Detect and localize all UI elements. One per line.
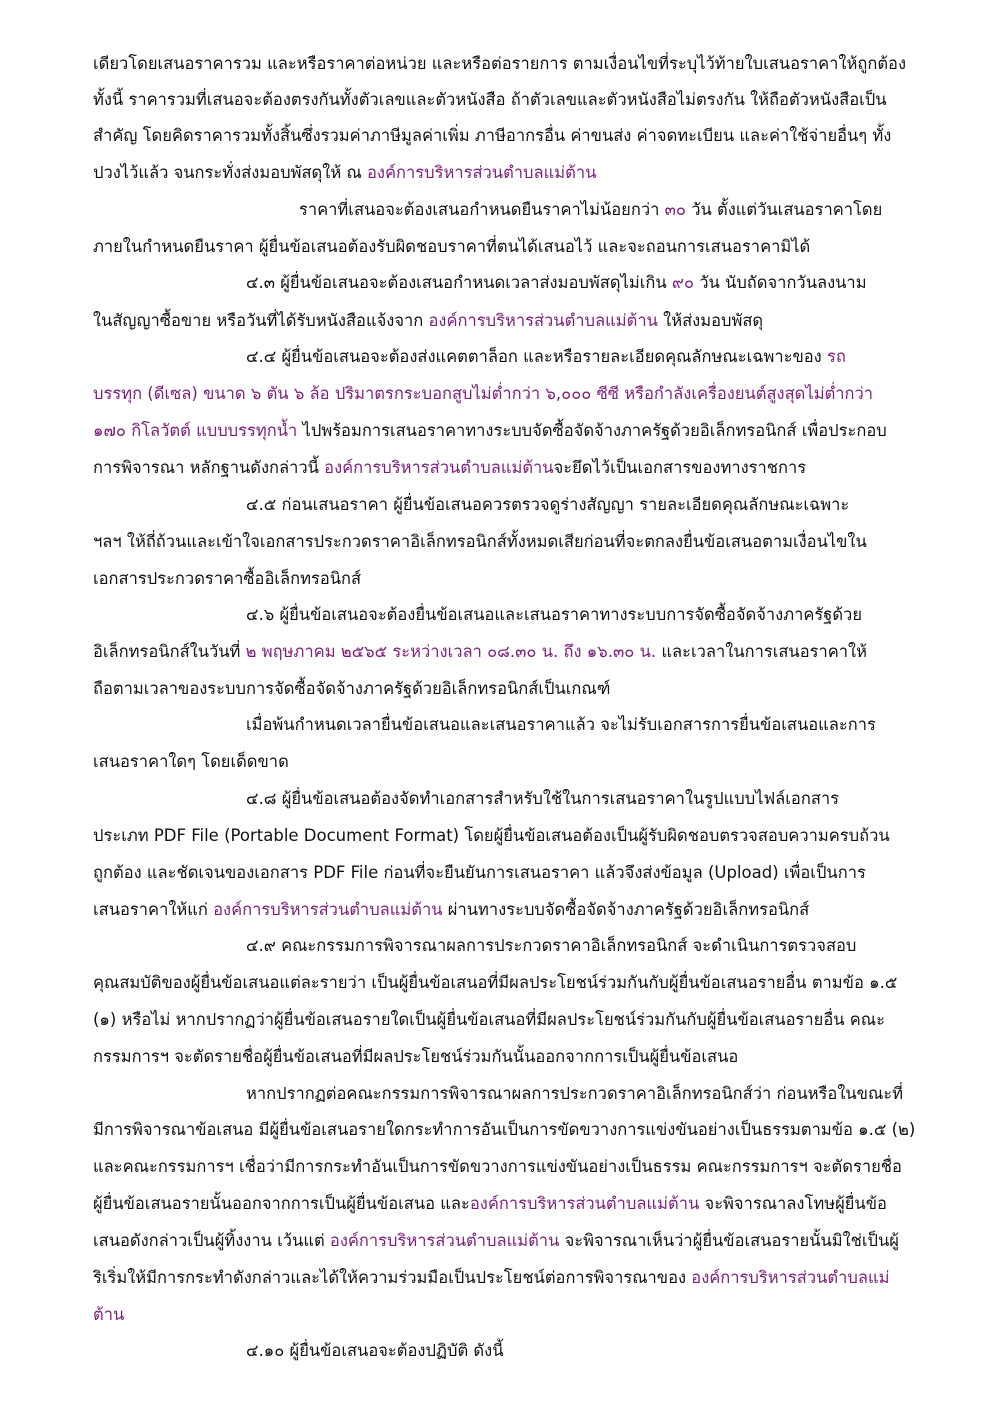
body-text: กรรมการฯ จะตัดรายชื่อผู้ยื่นข้อเสนอที่มีผลประโยชน์ร่วมกันนั้นออกจากการเป็นผู้ยื่นข้อเสนอ	[93, 1047, 739, 1066]
body-text: เมื่อพ้นกำหนดเวลายื่นข้อเสนอและเสนอราคาแล้ว จะไม่รับเอกสารการยื่นข้อเสนอและการ	[246, 715, 876, 734]
body-text: เอกสารประกวดราคาซื้ออิเล็กทรอนิกส์	[93, 569, 362, 588]
text-line	[93, 1189, 887, 1219]
body-text: ๔.๑๐ ผู้ยื่นข้อเสนอจะต้องปฏิบัติ ดังนี้	[246, 1341, 504, 1360]
highlighted-text: ๓๐	[664, 200, 686, 219]
text-line	[93, 674, 610, 704]
highlighted-text: รถ	[826, 347, 846, 366]
text-line	[93, 306, 763, 336]
highlighted-text: องค์การบริหารส่วนตำบลแม่	[691, 1268, 890, 1287]
body-text: ๔.๕ ก่อนเสนอราคา ผู้ยื่นข้อเสนอควรตรวจดูร่างสัญญา รายละเอียดคุณลักษณะเฉพาะ	[246, 495, 850, 514]
text-line	[93, 379, 873, 409]
body-text: ให้ส่งมอบพัสดุ	[657, 311, 764, 330]
text-line	[93, 121, 891, 151]
highlighted-text: ๙๐	[671, 273, 695, 292]
text-line	[246, 784, 839, 814]
highlighted-text: องค์การบริหารส่วนตำบลแม่ต้าน	[213, 900, 443, 919]
text-line	[246, 1336, 503, 1366]
text-line	[93, 453, 806, 483]
highlighted-text: บรรทุก (ดีเซล) ขนาด ๖ ตัน ๖ ล้อ ปริมาตรกระบอกสูบไม่ต่ำกว่า ๖,๐๐๐ ซีซี หรือกำลังเครื่องยนต์สูงสุดไม่ต่ำกว่า	[93, 384, 874, 403]
text-line	[93, 564, 361, 594]
text-line	[93, 968, 897, 998]
text-line	[246, 490, 849, 520]
body-text: ถูกต้อง และชัดเจนของเอกสาร PDF File ก่อนที่จะยืนยันการเสนอราคา แล้วจึงส่งข้อมูล (Upload) เพื่อเป็นการ	[93, 863, 866, 882]
text-line	[93, 1263, 889, 1293]
body-text: และเวลาในการเสนอราคาให้	[656, 642, 867, 661]
body-text: มีการพิจารณาข้อเสนอ มีผู้ยื่นข้อเสนอรายใดกระทำการอันเป็นการขัดขวางการแข่งขันอย่างเป็นธรรมตามข้อ ๑.๕ (๒)	[93, 1120, 916, 1139]
body-text: ทั้งนี้ ราคารวมที่เสนอจะต้องตรงกันทั้งตัวเลขและตัวหนังสือ ถ้าตัวเลขและตัวหนังสือไม่ตรงกัน ให้ถือตัวหนังสือเป็น	[93, 90, 887, 109]
text-line	[93, 49, 906, 79]
body-text: ๔.๓ ผู้ยื่นข้อเสนอจะต้องเสนอกำหนดเวลาส่งมอบพัสดุไม่เกิน	[246, 273, 672, 292]
highlighted-text: องค์การบริหารส่วนตำบลแม่ต้าน	[367, 163, 597, 182]
body-text: จะพิจารณาเห็นว่าผู้ยื่นข้อเสนอรายนั้นมิใช่เป็นผู้	[559, 1231, 899, 1250]
highlighted-text: องค์การบริหารส่วนตำบลแม่ต้าน	[428, 311, 658, 330]
body-text: และคณะกรรมการฯ เชื่อว่ามีการกระทำอันเป็นการขัดขวางการแข่งขันอย่างเป็นธรรม คณะกรรมการฯ จะตัดรายชื่อ	[93, 1157, 902, 1176]
highlighted-text: ๒ พฤษภาคม ๒๕๖๕ ระหว่างเวลา ๐๘.๓๐ น. ถึง ๑๖.๓๐ น.	[245, 642, 657, 661]
body-text: ในสัญญาซื้อขาย หรือวันที่ได้รับหนังสือแจ้งจาก	[93, 311, 429, 330]
body-text: ถือตามเวลาของระบบการจัดซื้อจัดจ้างภาครัฐด้วยอิเล็กทรอนิกส์เป็นเกณฑ์	[93, 679, 611, 698]
body-text: ริเริ่มให้มีการกระทำดังกล่าวและได้ให้ความร่วมมือเป็นประโยชน์ต่อการพิจารณาของ	[93, 1268, 692, 1287]
body-text: การพิจารณา หลักฐานดังกล่าวนี้	[93, 458, 325, 477]
body-text: ๔.๖ ผู้ยื่นข้อเสนอจะต้องยื่นข้อเสนอและเสนอราคาทางระบบการจัดซื้อจัดจ้างภาครัฐด้วย	[246, 605, 862, 624]
body-text: ๔.๙ คณะกรรมการพิจารณาผลการประกวดราคาอิเล็กทรอนิกส์ จะดำเนินการตรวจสอบ	[246, 936, 857, 955]
body-text: ผู้ยื่นข้อเสนอรายนั้นออกจากการเป็นผู้ยื่นข้อเสนอ และ	[93, 1194, 470, 1213]
text-line	[93, 1300, 124, 1330]
highlighted-text: องค์การบริหารส่วนตำบลแม่ต้าน	[324, 458, 554, 477]
text-line	[93, 158, 596, 188]
text-line	[246, 1079, 903, 1109]
text-line	[246, 268, 867, 298]
text-line	[93, 858, 866, 888]
text-line	[93, 1226, 899, 1256]
body-text: สำคัญ โดยคิดราคารวมทั้งสิ้นซึ่งรวมค่าภาษีมูลค่าเพิ่ม ภาษีอากรอื่น ค่าขนส่ง ค่าจดทะเบียน และค่าใช้จ่ายอื่นๆ ทั้ง	[93, 126, 892, 145]
body-text: เสนอราคาใดๆ โดยเด็ดขาด	[93, 752, 289, 771]
body-text: (๑) หรือไม่ หากปรากฏว่าผู้ยื่นข้อเสนอรายใดเป็นผู้ยื่นข้อเสนอที่มีผลประโยชน์ร่วมกันกับผู้ยื่นข้อเสนอรายอื่น คณะ	[93, 1010, 885, 1029]
highlighted-text: ต้าน	[93, 1305, 125, 1324]
text-line	[299, 195, 882, 225]
highlighted-text: องค์การบริหารส่วนตำบลแม่ต้าน	[469, 1194, 700, 1213]
body-text: วัน ตั้งแต่วันเสนอราคาโดย	[685, 200, 883, 219]
body-text: เสนอดังกล่าวเป็นผู้ทิ้งงาน เว้นแต่	[93, 1231, 330, 1250]
body-text: อิเล็กทรอนิกส์ในวันที่	[93, 642, 246, 661]
body-text: ๔.๘ ผู้ยื่นข้อเสนอต้องจัดทำเอกสารสำหรับใช้ในการเสนอราคาในรูปแบบไฟล์เอกสาร	[246, 789, 840, 808]
highlighted-text: ๑๗๐ กิโลวัตต์ แบบบรรทุกน้ำ	[93, 421, 298, 440]
body-text: เสนอราคาให้แก่	[93, 900, 214, 919]
body-text: จะยึดไว้เป็นเอกสารของทางราชการ	[553, 458, 807, 477]
text-line	[93, 85, 887, 115]
text-line	[93, 821, 890, 851]
body-text: ฯลฯ ให้ถี่ถ้วนและเข้าใจเอกสารประกวดราคาอิเล็กทรอนิกส์ทั้งหมดเสียก่อนที่จะตกลงยื่นข้อเสนอตามเงื่อนไขใน	[93, 532, 867, 551]
text-line	[246, 342, 846, 372]
text-line	[246, 600, 862, 630]
text-line	[93, 416, 887, 446]
body-text: จะพิจารณาลงโทษผู้ยื่นข้อ	[699, 1194, 887, 1213]
text-line	[246, 710, 876, 740]
text-line	[93, 747, 289, 777]
body-text: ราคาที่เสนอจะต้องเสนอกำหนดยืนราคาไม่น้อยกว่า	[299, 200, 665, 219]
body-text: ผ่านทางระบบจัดซื้อจัดจ้างภาครัฐด้วยอิเล็กทรอนิกส์	[442, 900, 810, 919]
text-line	[93, 1152, 902, 1182]
body-text: เดียวโดยเสนอราคารวม และหรือราคาต่อหน่วย และหรือต่อรายการ ตามเงื่อนไขที่ระบุไว้ท้ายใบเสนอราคาให้ถูกต้อง	[93, 54, 907, 73]
text-line	[93, 527, 867, 557]
text-line	[93, 232, 810, 262]
highlighted-text: องค์การบริหารส่วนตำบลแม่ต้าน	[329, 1231, 560, 1250]
body-text: ๔.๔ ผู้ยื่นข้อเสนอจะต้องส่งแคตตาล็อก และหรือรายละเอียดคุณลักษณะเฉพาะของ	[246, 347, 827, 366]
body-text: ภายในกำหนดยืนราคา ผู้ยื่นข้อเสนอต้องรับผิดชอบราคาที่ตนได้เสนอไว้ และจะถอนการเสนอราคามิได้	[93, 237, 811, 256]
text-line	[93, 637, 867, 667]
body-text: คุณสมบัติของผู้ยื่นข้อเสนอแต่ละรายว่า เป็นผู้ยื่นข้อเสนอที่มีผลประโยชน์ร่วมกันกับผู้ยื่นข้อเสนอรายอื่น ตามข้อ ๑.๕	[93, 973, 898, 992]
body-text: ปวงไว้แล้ว จนกระทั่งส่งมอบพัสดุให้ ณ	[93, 163, 367, 182]
text-line	[246, 931, 856, 961]
text-line	[93, 1115, 915, 1145]
body-text: ไปพร้อมการเสนอราคาทางระบบจัดซื้อจัดจ้างภาครัฐด้วยอิเล็กทรอนิกส์ เพื่อประกอบ	[297, 421, 887, 440]
text-line	[93, 1005, 885, 1035]
body-text: วัน นับถัดจากวันลงนาม	[694, 273, 867, 292]
body-text: ประเภท PDF File (Portable Document Format) โดยผู้ยื่นข้อเสนอต้องเป็นผู้รับผิดชอบตรวจสอบความครบถ้วน	[93, 826, 890, 845]
body-text: หากปรากฏต่อคณะกรรมการพิจารณาผลการประกวดราคาอิเล็กทรอนิกส์ว่า ก่อนหรือในขณะที่	[246, 1084, 903, 1103]
text-line	[93, 895, 809, 925]
text-line	[93, 1042, 738, 1072]
